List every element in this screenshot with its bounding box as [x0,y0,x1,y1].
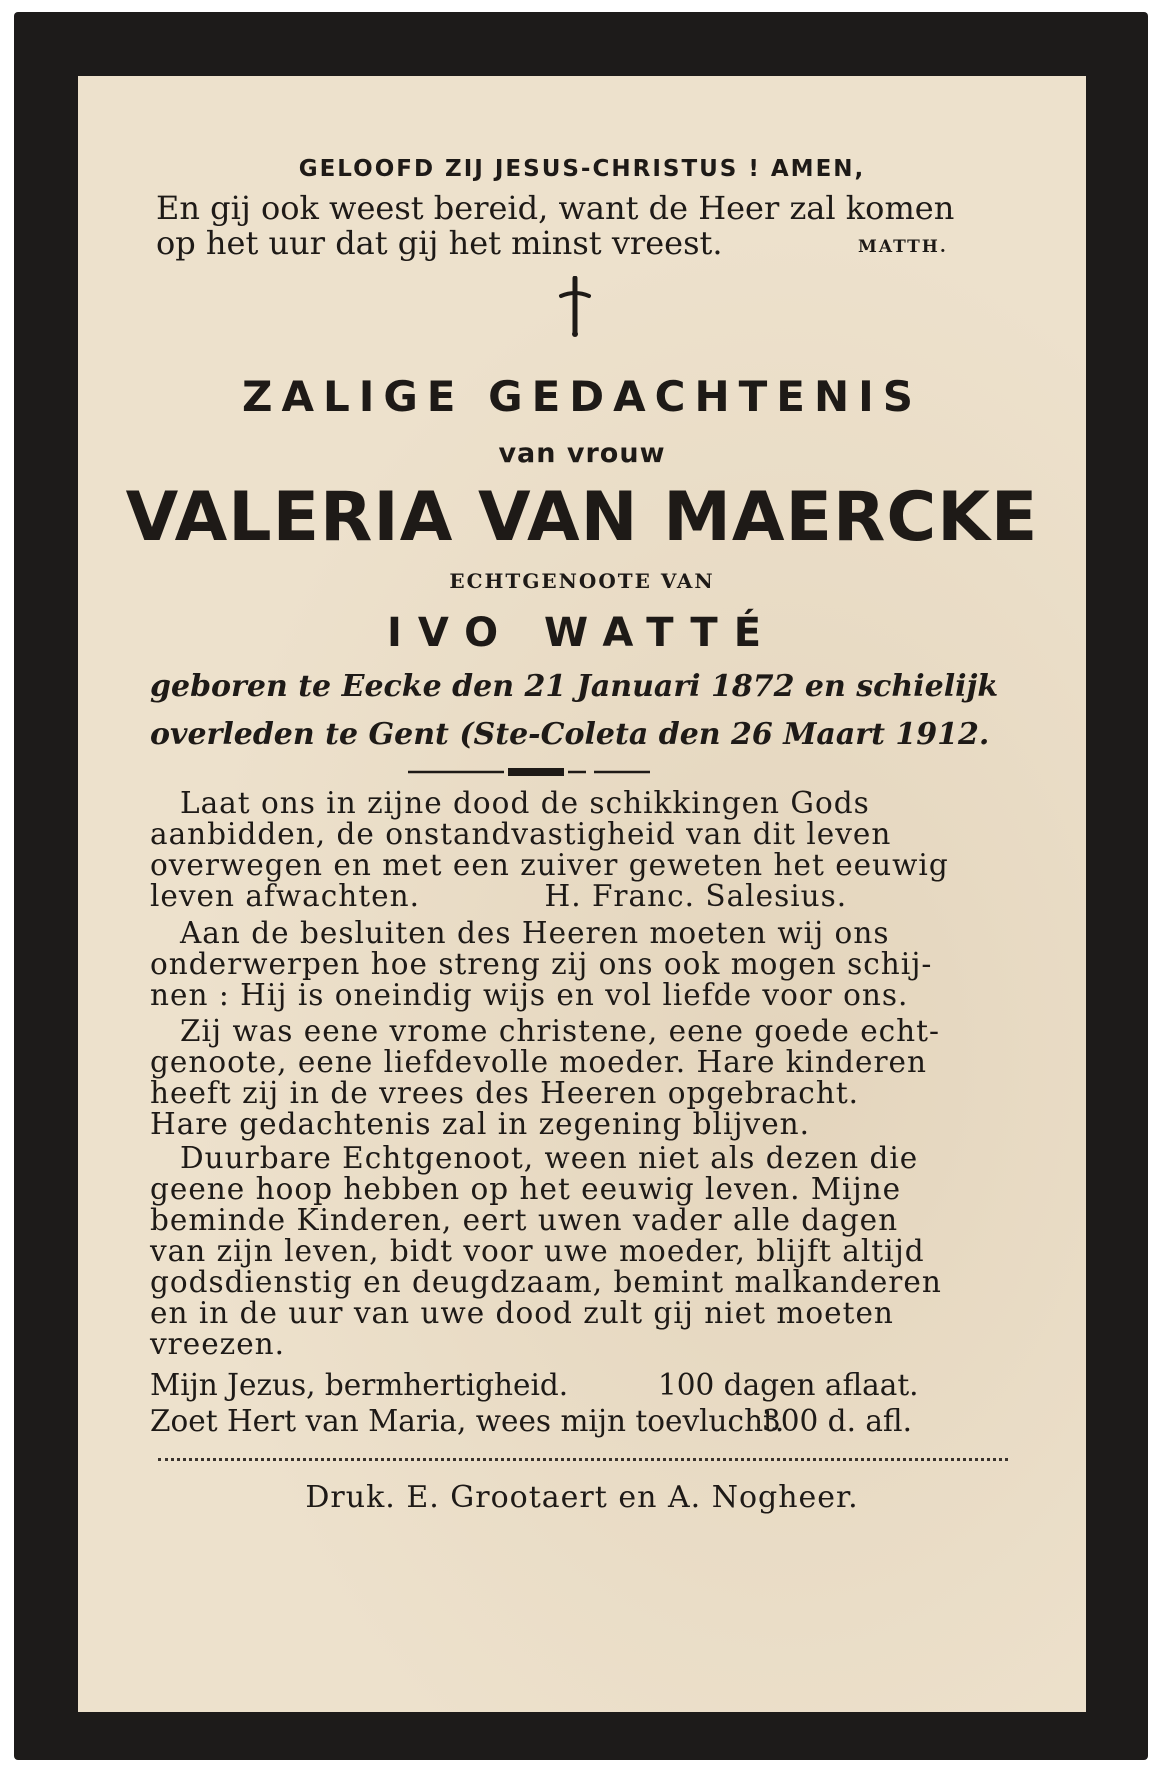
memorial-card [14,12,1148,1760]
body-line: aanbidden, de onstandvastigheid van dit leven [150,817,892,851]
dotted-separator [158,1458,1008,1461]
printer-credit: Druk. E. Grootaert en A. Nogheer. [305,1480,859,1515]
body-line: nen : Hij is oneindig wijs en vol liefde voor ons. [150,978,909,1012]
body-line: Laat ons in zijne dood de schikkingen Gods [180,786,870,820]
body-line: vreezen. [150,1327,286,1361]
card-paper [78,76,1086,1712]
body-line: leven afwachten. H. Franc. Salesius. [150,879,848,913]
body-line: heeft zij in de vrees des Heeren opgebracht. [150,1076,860,1110]
prayer-indulgence: 300 d. afl. [762,1404,912,1438]
verse-line-2: op het uur dat gij het minst vreest. [156,224,723,262]
life-dates-line-1: geboren te Eecke den 21 Januari 1872 en schielijk [150,669,999,704]
prayer-text: Zoet Hert van Maria, wees mijn toevlucht. [150,1404,785,1438]
body-line: genoote, eene liefdevolle moeder. Hare kinderen [150,1045,928,1079]
memorial-title: ZALIGE GEDACHTENIS [241,372,922,421]
body-line: overwegen en met een zuiver geweten het eeuwig [150,848,949,882]
body-line: Aan de besluiten des Heeren moeten wij ons [180,916,890,950]
cross-icon [558,276,592,343]
body-line: en in de uur van uwe dood zult gij niet moeten [150,1296,894,1330]
deceased-name: VALERIA VAN MAERCKE [125,478,1039,557]
ornamental-divider [408,764,688,785]
prayer-text: Mijn Jezus, bermhertigheid. [150,1368,569,1402]
verse-line-1: En gij ook weest bereid, want de Heer zal komen [156,189,955,227]
spouse-label: ECHTGENOOTE VAN [449,569,715,593]
prayer-indulgence: 100 dagen aflaat. [658,1368,919,1402]
body-line: godsdienstig en deugdzaam, bemint malkanderen [150,1265,942,1299]
body-line: Duurbare Echtgenoot, ween niet als dezen die [180,1141,919,1175]
body-line: Hare gedachtenis zal in zegening blijven. [150,1107,811,1141]
verse-reference: MATTH. [858,237,948,257]
header-text: GELOOFD ZIJ JESUS-CHRISTUS ! AMEN, [298,156,866,182]
body-line: onderwerpen hoe streng zij ons ook mogen schij- [150,947,933,981]
spouse-name: IVO WATTÉ [386,610,778,656]
life-dates-line-2: overleden te Gent (Ste-Coleta den 26 Maart 1912. [150,717,990,752]
body-line: beminde Kinderen, eert uwen vader alle dagen [150,1203,899,1237]
van-vrouw-label: van vrouw [498,438,666,469]
body-line: Zij was eene vrome christene, eene goede echt- [180,1014,940,1048]
body-line: geene hoop hebben op het eeuwig leven. Mijne [150,1172,902,1206]
body-line: van zijn leven, bidt voor uwe moeder, blijft altijd [150,1234,925,1268]
